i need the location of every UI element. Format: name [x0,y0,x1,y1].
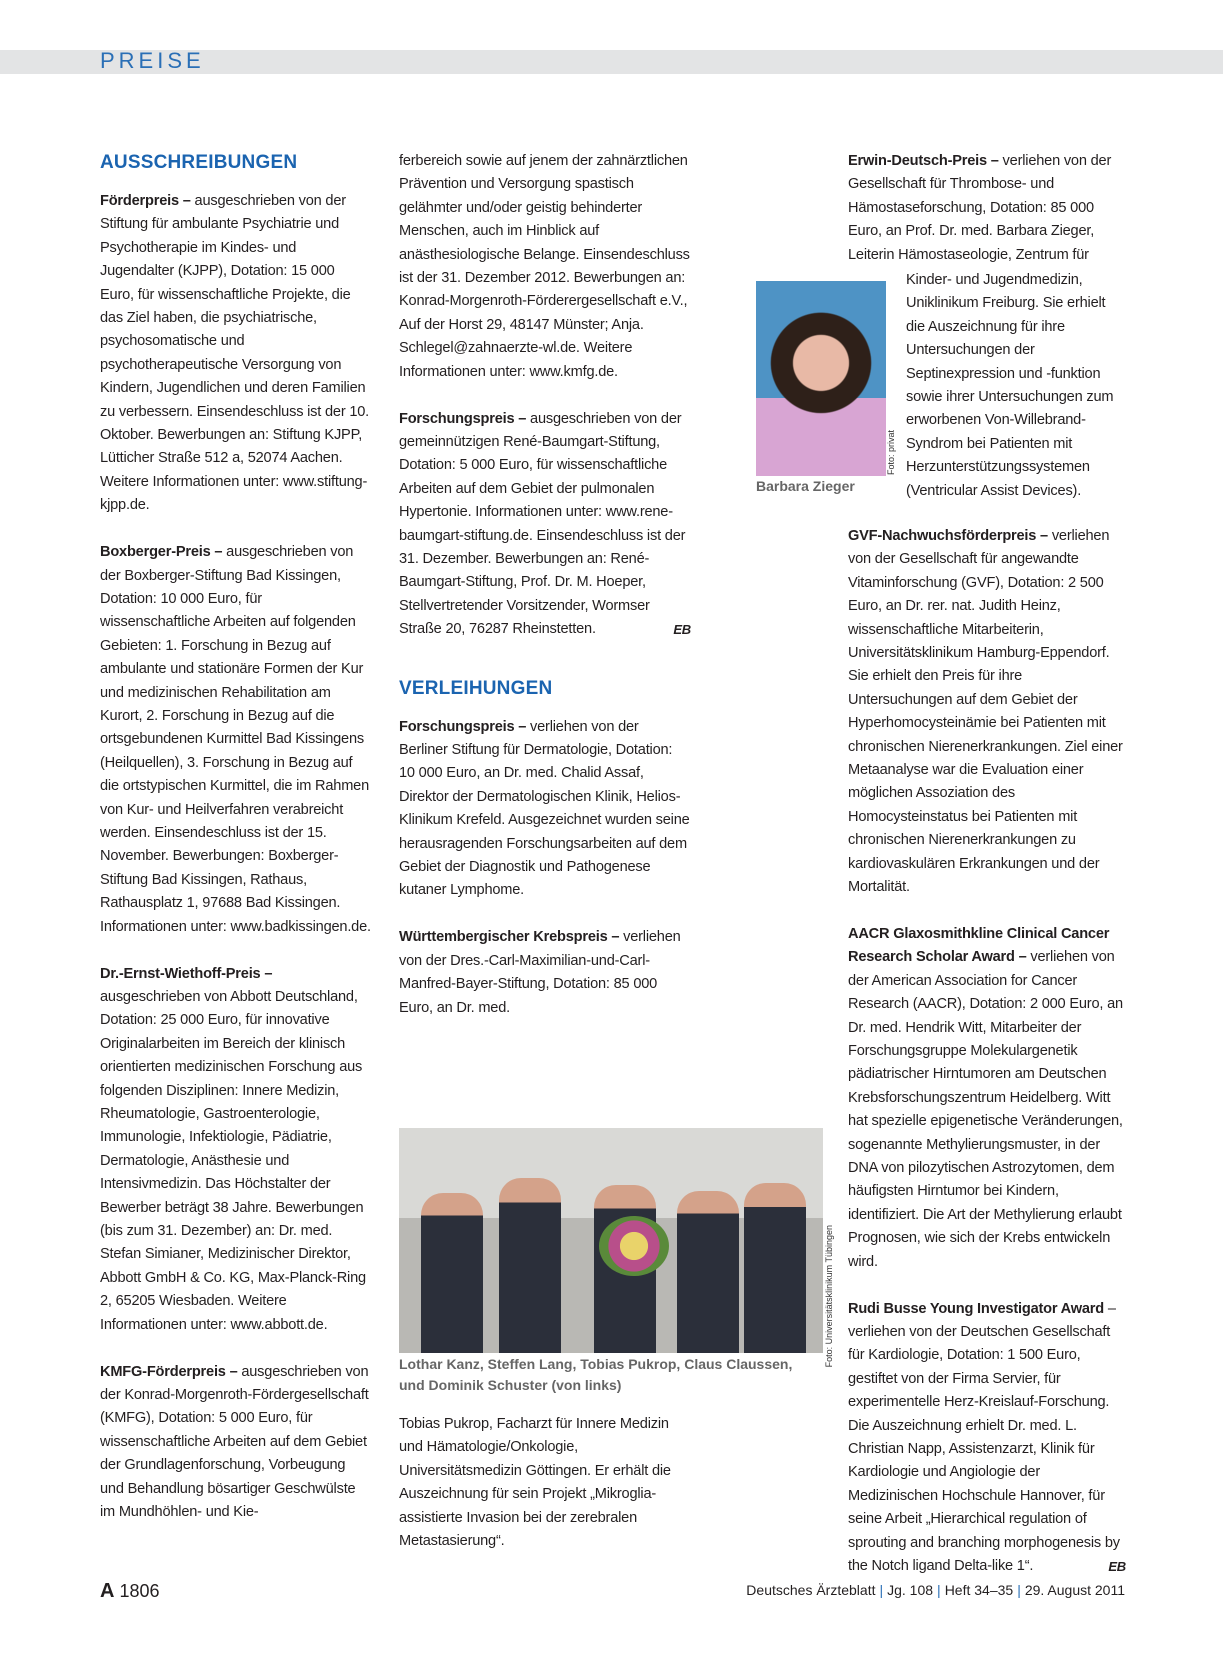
article-title: Forschungspreis – [399,410,527,427]
article-body: – verliehen von der Deutschen Gesellschaft für Kardiologie, Dotation: 1 500 Euro, gestiftet von der Firma Servier, für experimentelle Herz-Kreislauf-Forschung. Die Auszeichnung erhielt Dr. med. L. Christian Napp, Assistenzarzt, Klinik für Kardiologie und Angiologie der Medizinischen Hochschule Hannover, für seine Arbeit „Hierarchical regulation of sprouting and branching morphogenesis by the Notch ligand Delta-like 1“. [848,1300,1120,1575]
heading-verleihungen: VERLEIHUNGEN [399,677,553,699]
photo-caption: Lothar Kanz, Steffen Lang, Tobias Pukrop, Claus Claussen, und Dominik Schuster (von links) [399,1356,793,1393]
photo-credit: Foto: privat [886,430,896,476]
article-krebspreis-continuation: Tobias Pukrop, Facharzt für Innere Medizin und Hämatologie/Onkologie, Universitätsmedizin Göttingen. Er erhält die Auszeichnung für sein Projekt „Mikroglia-assistierte Invasion bei der zerebralen Metastasierung“. [399,1416,671,1550]
article-forschungspreis-verleihung [399,716,691,903]
article-body: ausgeschrieben von Abbott Deutschland, Dotation: 25 000 Euro, für innovative Originalarbeiten im Bereich der klinisch orientierten medizinischen Forschung aus folgenden Disziplinen: Innere Medizin, Rheumatologie, Gastroenterologie, Immunologie, Infektiologie, Pädiatrie, Dermatologie, Anästhesie und Intensivmedizin. Das Höchstalter der Bewerber beträgt 38 Jahre. Bewerbungen (bis zum 31. Dezember) an: Dr. med. Stefan Simianer, Medizinischer Direktor, Abbott GmbH & Co. KG, Max-Planck-Ring 2, 65205 Wiesbaden. Weitere Informationen unter: www.abbott.de. [100,989,366,1333]
author-initials: EB [1108,1559,1126,1575]
author-initials: EB [673,622,691,638]
article-rudi-busse-award [848,1298,1126,1579]
column-ausschreibungen [100,150,372,1548]
section-label: PREISE [100,48,205,73]
article-body: verliehen von der American Association for Cancer Research (AACR), Dotation: 2 000 Euro, an Dr. med. Hendrik Witt, Mitarbeiter der Forschungsgruppe Molekulargenetik pädiatrischer Hirntumoren am Deutschen Krebsforschungszentrum Heidelberg. Witt hat spezielle epigenetische Veränderungen, sogenannte Methylierungsmuster, in der DNA von pilozytischen Astrozytomen, dem häufigsten Hirntumor bei Kindern, identifiziert. Die Art der Methylierung erlaubt Prognosen, wie sich der Krebs entwickeln wird. [848,949,1123,1270]
column-middle-bottom [399,1413,691,1577]
separator: | [879,1582,884,1598]
page-number [100,1580,160,1603]
column-right [848,150,1126,267]
group-photo [399,1128,823,1353]
article-body: verliehen von der Gesellschaft für Thrombose- und Hämostaseforschung, Dotation: 85 000 Euro, an Prof. Dr. med. Barbara Zieger, Leiterin Hämostaseologie, Zentrum für [848,153,1112,263]
article-body: verliehen von der Berliner Stiftung für Dermatologie, Dotation: 10 000 Euro, an Dr. med. Chalid Assaf, Direktor der Dermatologischen Klinik, Helios-Klinikum Krefeld. Ausgezeichnet wurden seine herausragenden Forschungsarbeiten auf dem Gebiet der Diagnostik und Pathogenese kutaner Lymphome. [399,718,690,899]
article-forschungspreis-ausschreibung [399,408,691,642]
article-kmfg-continuation: ferbereich sowie auf jenem der zahnärztlichen Prävention und Versorgung spastisch gelähmter und/oder geistig behinderter Menschen, auch im Hinblick auf anästhesiologische Belange. Einsendeschluss ist der 31. Dezember 2012. Bewerbungen an: Konrad-Morgenroth-Förderergesellschaft e.V., Auf der Horst 29, 48147 Münster; Anja. Schlegel@zahnaerzte-wl.de. Weitere Informationen unter: www.kmfg.de. [399,153,690,380]
article-title: Forschungspreis – [399,718,527,735]
portrait-photo [756,281,886,476]
flower-bouquet [599,1216,669,1276]
photo-credit: Foto: Universitätsklinikum Tübingen [824,1225,834,1368]
article-body: ausgeschrieben von der Boxberger-Stiftung Bad Kissingen, Dotation: 10 000 Euro, für wissenschaftliche Arbeiten auf folgenden Gebieten: 1. Forschung in Bezug auf ambulante und stationäre Formen der Kur und medizinischen Rehabilitation am Kurort, 2. Forschung in Bezug auf die ortsgebundenen Kurmittel Bad Kissingens (Heilquellen), 3. Forschung in Bezug auf die ortstypischen Kurmittel, die im Rahmen von Kur- und Heilverfahren verabreicht werden. Einsendeschluss ist der 15. November. Bewerbungen: Boxberger-Stiftung Bad Kissingen, Rathaus, Rathausplatz 1, 97688 Bad Kissingen. Informationen unter: www.badkissingen.de. [100,544,371,935]
article-body: Kinder- und Jugendmedizin, Uniklinikum Freiburg. Sie erhielt die Auszeichnung für ihre Untersuchungen der Septinexpression und -funktion sowie ihrer Untersuchungen zum erworbenen Von-Willebrand-Syndrom bei Patienten mit Herzunterstützungssystemen (Ventricular Assist Devices). [906,272,1114,499]
article-erwin-deutsch-preis [848,150,1126,267]
article-body: verliehen von der Dres.-Carl-Maximilian-und-Carl-Manfred-Bayer-Stiftung, Dotation: 85 000 Euro, an Dr. med. [399,929,681,1016]
photo-caption: Barbara Zieger [756,478,855,494]
journal-volume: Jg. 108 [887,1582,934,1598]
article-title: AACR Glaxosmithkline Clinical Cancer Research Scholar Award – [848,926,1110,966]
article-title: KMFG-Förderpreis – [100,1363,238,1380]
article-wuerttembergischer-krebspreis [399,926,691,1020]
article-kmfg-foerderpreis [100,1361,372,1525]
article-body: ausgeschrieben von der Stiftung für ambulante Psychiatrie und Psychotherapie im Kindes- und Jugendalter (KJPP), Dotation: 15 000 Euro, für wissenschaftliche Projekte, die das Ziel haben, die psychiatrische, psychosomatische und psychotherapeutische Versorgung von Kindern, Jugendlichen und deren Familien zu verbessern. Einsendeschluss ist der 10. Oktober. Bewerbungen an: Stiftung KJPP, Lütticher Straße 512 a, 52074 Aachen. Weitere Informationen unter: www.stiftung-kjpp.de. [100,193,370,514]
article-boxberger-preis [100,541,372,939]
article-aacr-award [848,923,1126,1274]
article-foerderpreis [100,190,372,518]
column-right-bottom [848,525,1126,1602]
article-erwin-deutsch-wrap [906,269,1126,503]
article-title: Dr.-Ernst-Wiethoff-Preis – [100,965,273,982]
footer-citation [746,1582,1125,1598]
person-figure [421,1193,483,1353]
journal-date: 29. August 2011 [1024,1582,1125,1598]
article-title: Boxberger-Preis – [100,544,223,561]
person-figure [499,1178,561,1353]
page-number-value: 1806 [119,1581,160,1601]
page-prefix: A [100,1580,115,1602]
journal-issue: Heft 34–35 [944,1582,1014,1598]
separator: | [1017,1582,1021,1598]
article-gvf-nachwuchsfoerderpreis [848,525,1126,900]
heading-ausschreibungen: AUSSCHREIBUNGEN [100,152,298,173]
person-figure [677,1191,739,1353]
article-title: GVF-Nachwuchsförderpreis – [848,528,1048,544]
article-body: verliehen von der Gesellschaft für angewandte Vitaminforschung (GVF), Dotation: 2 500 Euro, an Dr. rer. nat. Judith Heinz, wissenschaftliche Mitarbeiterin, Universitätsklinikum Hamburg-Eppendorf. Sie erhielt den Preis für ihre Untersuchungen auf dem Gebiet der Hyperhomocysteinämie bei Patienten mit chronischen Nierenerkrankungen. Ziel einer Metaanalyse war die Evaluation einer möglichen Assoziation des Homocysteinstatus bei Patienten mit chronischen Nierenerkrankungen zu kardiovaskulären Erkrankungen und der Mortalität. [848,528,1123,896]
article-title: Erwin-Deutsch-Preis – [848,153,999,169]
separator: | [937,1582,941,1598]
article-title: Württembergischer Krebspreis – [399,929,620,946]
article-body: ausgeschrieben von der gemeinnützigen René-Baumgart-Stiftung, Dotation: 5 000 Euro, für wissenschaftliche Arbeiten auf dem Gebiet der pulmonalen Hypertonie. Informationen unter: www.rene-baumgart-stiftung.de. Einsendeschluss ist der 31. Dezember. Bewerbungen an: René-Baumgart-Stiftung, Prof. Dr. M. Hoeper, Stellvertretender Vorsitzender, Wormser Straße 20, 76287 Rheinstetten. [399,410,686,638]
column-middle [399,150,691,1044]
article-title: Rudi Busse Young Investigator Award [848,1300,1105,1317]
article-body: ausgeschrieben von der Konrad-Morgenroth-Fördergesellschaft (KMFG), Dotation: 5 000 Euro, für wissenschaftliche Arbeiten auf dem Gebiet der Grundlagenforschung, Vorbeugung und Behandlung bösartiger Geschwülste im Mundhöhlen- und Kie- [100,1363,369,1521]
journal-name: Deutsches Ärzteblatt [746,1582,876,1598]
article-title: Förderpreis – [100,193,191,209]
person-figure [744,1183,806,1353]
article-wiethoff-preis [100,963,372,1338]
